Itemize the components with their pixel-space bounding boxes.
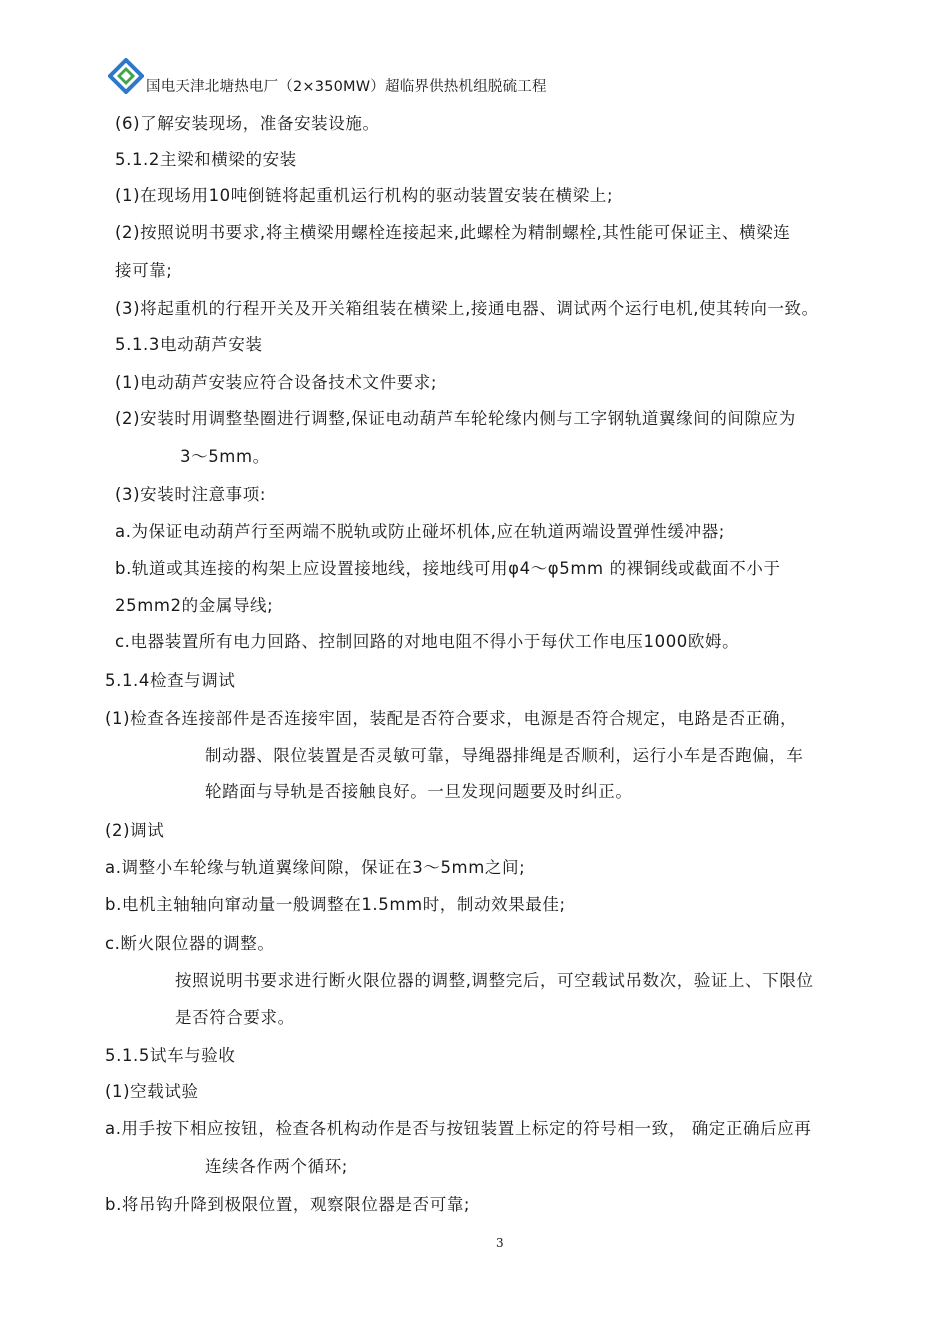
text-line: (1)电动葫芦安装应符合设备技术文件要求;	[115, 373, 438, 392]
text-line: 25mm2的金属导线;	[115, 596, 274, 615]
company-logo-icon	[108, 58, 144, 94]
text-line: (1)在现场用10吨倒链将起重机运行机构的驱动装置安装在横梁上;	[115, 186, 614, 205]
text-line: b.将吊钩升降到极限位置，观察限位器是否可靠;	[105, 1195, 471, 1214]
section-heading: 5.1.2主梁和横梁的安装	[115, 150, 297, 169]
text-line: b.电机主轴轴向窜动量一般调整在1.5mm时，制动效果最佳;	[105, 895, 566, 914]
text-line: c.断火限位器的调整。	[105, 934, 275, 953]
text-line: (3)安装时注意事项:	[115, 485, 267, 504]
text-line: (6)了解安装现场，准备安装设施。	[115, 114, 380, 133]
text-line: a.用手按下相应按钮，检查各机构动作是否与按钮装置上标定的符号相一致， 确定正确后应再	[105, 1119, 812, 1138]
text-line: (2)安装时用调整垫圈进行调整,保证电动葫芦车轮轮缘内侧与工字钢轨道翼缘间的间隙应为	[115, 409, 796, 428]
text-line: (1)检查各连接部件是否连接牢固，装配是否符合要求，电源是否符合规定，电路是否正确，	[105, 709, 798, 728]
text-line: 接可靠;	[115, 261, 173, 280]
text-line: 3～5mm。	[180, 447, 270, 466]
text-line: a.为保证电动葫芦行至两端不脱轨或防止碰坏机体,应在轨道两端设置弹性缓冲器;	[115, 522, 725, 541]
section-heading: 5.1.5试车与验收	[105, 1046, 236, 1065]
text-line: (2)按照说明书要求,将主横梁用螺栓连接起来,此螺栓为精制螺栓,其性能可保证主、横梁连	[115, 223, 791, 242]
text-line: b.轨道或其连接的构架上应设置接地线，接地线可用φ4～φ5mm 的裸铜线或截面不小于	[115, 559, 781, 578]
page-number: 3	[496, 1236, 504, 1250]
text-line: (1)空载试验	[105, 1082, 199, 1101]
text-line: a.调整小车轮缘与轨道翼缘间隙，保证在3～5mm之间;	[105, 858, 526, 877]
text-line: c.电器装置所有电力回路、控制回路的对地电阻不得小于每伏工作电压1000欧姆。	[115, 632, 740, 651]
text-line: 连续各作两个循环;	[205, 1157, 348, 1176]
document-header-title: 国电天津北塘热电厂（2×350MW）超临界供热机组脱硫工程	[146, 79, 547, 95]
section-heading: 5.1.3电动葫芦安装	[115, 335, 263, 354]
section-heading: 5.1.4检查与调试	[105, 671, 236, 690]
text-line: (3)将起重机的行程开关及开关箱组装在横梁上,接通电器、调试两个运行电机,使其转向一致。	[115, 299, 819, 318]
text-line: 是否符合要求。	[175, 1008, 295, 1027]
text-line: 轮踏面与导轨是否接触良好。一旦发现问题要及时纠正。	[205, 782, 633, 801]
text-line: (2)调试	[105, 821, 165, 840]
text-line: 制动器、限位装置是否灵敏可靠，导绳器排绳是否顺利，运行小车是否跑偏，车	[205, 746, 804, 765]
text-line: 按照说明书要求进行断火限位器的调整,调整完后，可空载试吊数次，验证上、下限位	[175, 971, 814, 990]
